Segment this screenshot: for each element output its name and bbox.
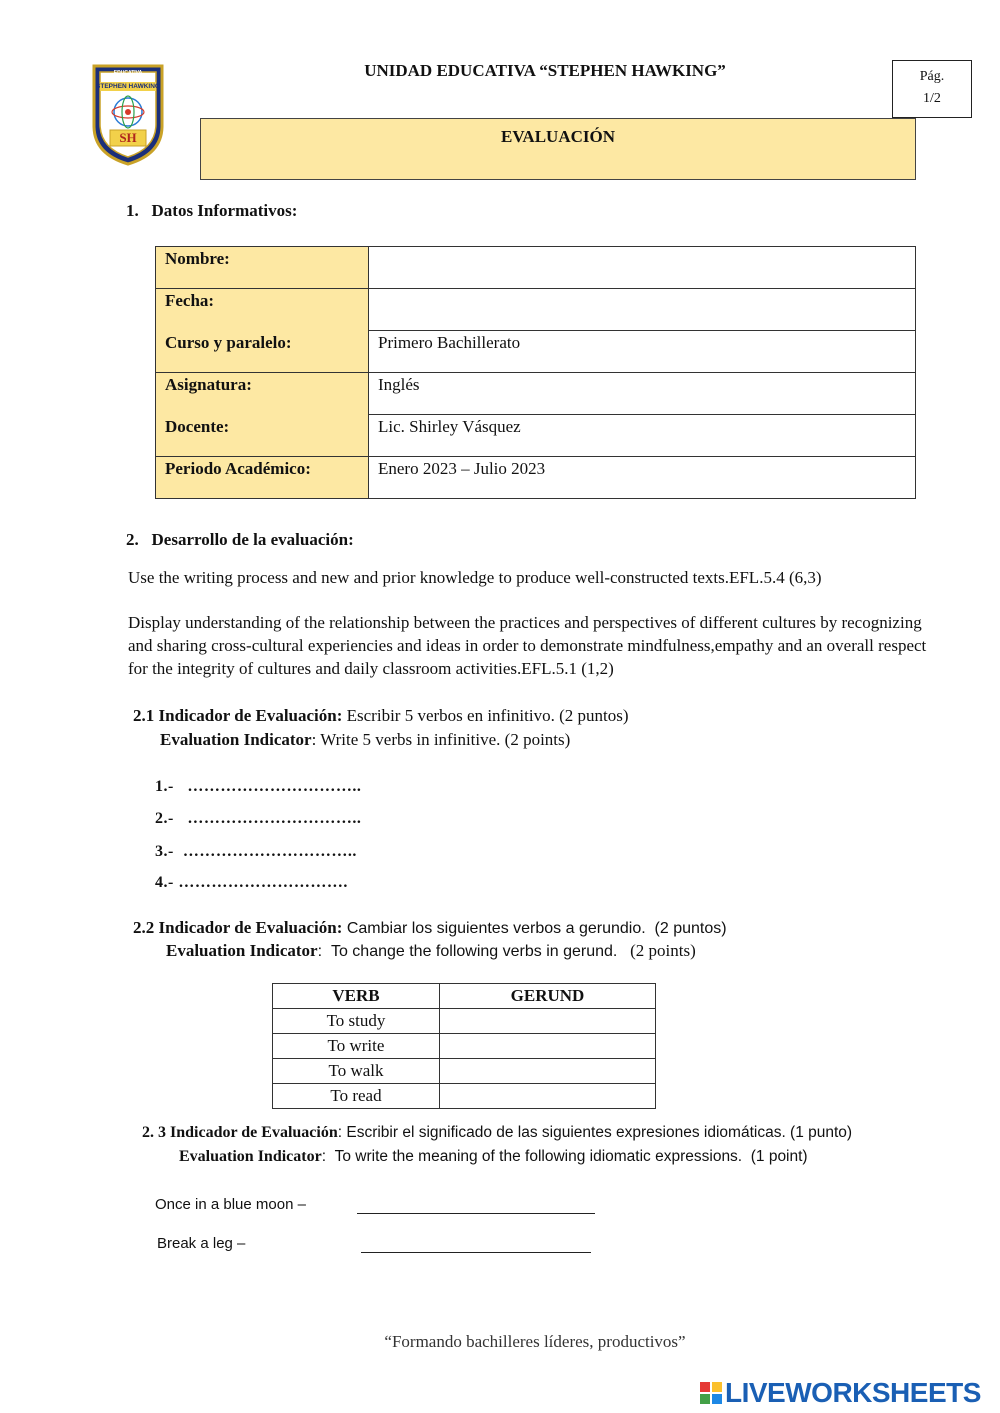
section1-heading: 1. Datos Informativos: <box>126 201 298 220</box>
info-table <box>155 246 916 499</box>
liveworksheets-logo-icon <box>700 1382 722 1404</box>
indicator-2-1-es <box>133 704 629 727</box>
indicator-text: : To change the following verbs in gerund. <box>317 943 618 960</box>
footer-motto: “Formando bachilleres líderes, productivos” <box>384 1332 686 1351</box>
document-title: EVALUACIÓN <box>200 118 916 180</box>
indicator-label: Evaluation Indicator <box>160 730 312 749</box>
verb-cell: To read <box>273 1084 440 1109</box>
logo-initials: SH <box>119 130 137 145</box>
info-row-asignatura <box>156 373 916 415</box>
info-label: Docente: <box>156 415 369 457</box>
info-row-nombre <box>156 247 916 289</box>
indicator-2-3-es <box>142 1124 852 1142</box>
page-number: 1/2 <box>923 91 941 106</box>
table-row <box>273 1059 656 1084</box>
page-indicator-box <box>892 60 972 118</box>
indicator-points: (2 points) <box>617 941 696 960</box>
idiom-answer-line-1[interactable] <box>357 1213 595 1214</box>
gerund-answer-cell[interactable] <box>440 1059 656 1084</box>
indicator-2-3-en <box>179 1148 808 1166</box>
logo-arc-text: EDUCATIVA <box>113 70 143 76</box>
info-label: Asignatura: <box>156 373 369 415</box>
idiom-expression-1: Once in a blue moon – <box>155 1196 306 1213</box>
table-row <box>273 1009 656 1034</box>
info-value: Inglés <box>369 373 916 415</box>
indicator-2-1-en <box>160 728 570 751</box>
verb-answer-line-2[interactable]: 2.- ………………………….. <box>155 810 362 827</box>
info-row-periodo <box>156 457 916 499</box>
liveworksheets-wordmark: LIVEWORKSHEETS <box>725 1377 981 1408</box>
info-row-fecha <box>156 289 916 331</box>
section2-heading: 2. Desarrollo de la evaluación: <box>126 530 354 549</box>
idiom-expression-2: Break a leg – <box>157 1235 246 1252</box>
info-row-docente <box>156 415 916 457</box>
school-name: UNIDAD EDUCATIVA “STEPHEN HAWKING” <box>364 61 726 80</box>
indicator-text: Escribir 5 verbos en infinitivo. (2 puntos) <box>342 706 629 725</box>
verb-answer-line-1[interactable]: 1.- ………………………….. <box>155 778 362 795</box>
gerund-table-header <box>273 984 656 1009</box>
info-value: Enero 2023 – Julio 2023 <box>369 457 916 499</box>
verb-answer-line-3[interactable]: 3.- ………………………….. <box>155 843 357 860</box>
objective-paragraph-2: Display understanding of the relationship between the practices and perspectives of different cultures by recognizing and sharing cross-cultural experiencies and ideas in order to demonstrate mindfulness,empathy and an overall respect for the integrity of cultures and daily classroom activities.EFL.5.1 (1,2) <box>128 613 927 678</box>
indicator-2-2-es <box>133 918 727 938</box>
info-label: Fecha: <box>156 289 369 331</box>
liveworksheets-brand <box>700 1378 981 1408</box>
verb-answer-line-4[interactable]: 4.- …………………………. <box>155 874 348 891</box>
info-label: Periodo Académico: <box>156 457 369 499</box>
info-label: Curso y paralelo: <box>156 331 369 373</box>
page-label: Pág. <box>919 69 945 84</box>
gerund-table <box>272 983 656 1109</box>
indicator-label: 2.1 Indicador de Evaluación: <box>133 706 343 725</box>
idiom-answer-line-2[interactable] <box>361 1252 591 1253</box>
verb-cell: To study <box>273 1009 440 1034</box>
logo-top-text: STEPHEN HAWKING <box>96 83 160 90</box>
indicator-2-2-en <box>166 941 696 961</box>
indicator-label: 2.2 Indicador de Evaluación: <box>133 918 343 937</box>
indicator-label: Evaluation Indicator <box>166 941 318 960</box>
indicator-text: Cambiar los siguientes verbos a gerundio. (2 puntos) <box>342 920 727 937</box>
indicator-text: : To write the meaning of the following idiomatic expressions. (1 point) <box>321 1148 808 1165</box>
info-value: Primero Bachillerato <box>369 331 916 373</box>
table-row <box>273 1034 656 1059</box>
info-label: Nombre: <box>156 247 369 289</box>
gerund-answer-cell[interactable] <box>440 1009 656 1034</box>
indicator-text: : Write 5 verbs in infinitive. (2 points) <box>311 730 571 749</box>
column-header-gerund: GERUND <box>440 984 656 1009</box>
objective-paragraph-1: Use the writing process and new and prior knowledge to produce well-constructed texts.EFL.5.4 (6,3) <box>128 568 822 587</box>
indicator-label: 2. 3 Indicador de Evaluación <box>142 1124 338 1141</box>
verb-cell: To write <box>273 1034 440 1059</box>
info-row-curso <box>156 331 916 373</box>
gerund-answer-cell[interactable] <box>440 1034 656 1059</box>
table-row <box>273 1084 656 1109</box>
info-value-field[interactable] <box>369 247 916 289</box>
column-header-verb: VERB <box>273 984 440 1009</box>
info-value-field[interactable] <box>369 289 916 331</box>
gerund-answer-cell[interactable] <box>440 1084 656 1109</box>
verb-cell: To walk <box>273 1059 440 1084</box>
school-logo <box>88 60 168 166</box>
indicator-label: Evaluation Indicator <box>179 1148 322 1165</box>
indicator-text: : Escribir el significado de las siguientes expresiones idiomáticas. (1 punto) <box>337 1124 853 1141</box>
info-value: Lic. Shirley Vásquez <box>369 415 916 457</box>
